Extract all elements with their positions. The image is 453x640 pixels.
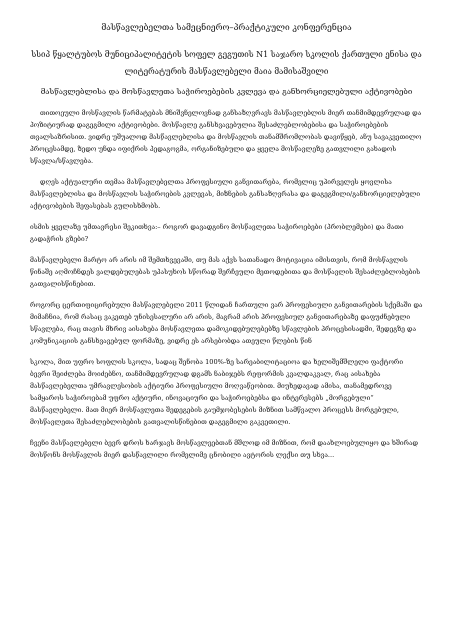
paragraph-4: როგორც ცერთიფიცირებული მასწავლებელი 2011 წლიდან ჩართული ვარ პროფესიული განვითარების სქემაში და მიმაჩნია, რომ რასაც ვაკეთებ უნისესალური არ არის, მაგრამ არის პროფესიულ განვითარებაზე დაფუძნებული სწავლება, რაც თავის მხრივ აისახება მოსწავლეთა დამოკიდებულებებზე სწავლების პროცესისადმი, შედეგზე და კომუნიკაციის განსხვავებულ ფორმაზე, ვიდრე ეს არსებობდა ათეული წლების წინ bbox=[30, 301, 423, 345]
paragraph-5: სკოლა, მით უფრო სოფლის სკოლა, სადაც შენობა 100%-ზე სარეაბილიტაციოა და ხელიშემშლელი ფაქტორი ბევრი შეიძლება მოიძებნო, თანმიმდევრულად დგამს ნაბიჯებს რეფორმის კვალდაკვალ, რაც აისახება მასწავლებელთა უმრავლესობის აქტიური პროფესიული მოღვაწეობით. მიუხედავად ამისა, თანამედროვე სამყაროს საჭიროებამ უფრო აქტიური, ინოვაციური და საჭიროებებსა და ინტერესებს „მორგებული“ მასწავლებელი. მათ მიერ მოსწავლეთა შედეგების გაუმჯობესების მიზნით სამწვალო პროცესს მორგებული, მოსწავლეთა შესაძლებლობების გათვალისწინებით დაგეგმილი გაკვეთილი. bbox=[30, 358, 404, 426]
author-line: სსიპ წყალტუბოს მუნიციპალიტეტის სოფელ გეგუთის N1 საჯარო სკოლის ქართული ენისა და ლიტერატურის მასწავლებელი მაია მამისაშვილი bbox=[31, 50, 422, 76]
paragraph-6: ჩვენი მასწავლებელი ბევრ დროს ხარჯავს მოსწავლეებთან მშლოდ იმ მიზნით, რომ დაახლოებულიყო და ხშირად მოსწონს მოსწავლის მიერ დასწავლილი რომელიმე ცნობილი ავტორის ლექსი თუ სხვა... bbox=[30, 439, 419, 459]
conference-title: მასწავლებელთა სამეცნიერო–პრაქტიკული კონფერენცია bbox=[101, 22, 352, 32]
paragraph-2: დღეს აქტუალური თემაა მასწავლებელთა პროფესიული განვითარება, რომელიც უპირველეს ყოვლისა მასწავლებლისა და მოსწავლის საჭიროების კვლევას, მიზნების განსაზღვრასა და დაგეგმილი/განხორციელებული აქტივობების შეფასებას გულისხმობს. bbox=[30, 178, 421, 210]
paragraph-1: თითოეული მოსწავლის წარმატებას მნიშვნელოვნად განსაზღვრავს მასწავლებლის მიერ თანმიმდევრულად და პოზიტიურად დაგეგმილი აქტივობები. მოსწავლე განსხვავებულია შესაძლებლობებისა და საჭიროებების თვალსაზრისით. ვიდრე უშუალოდ მასწავლებლისა და მოსწავლის თანამშრომლობას დავიწყებ, ანუ სავაკვეთილო პროცესამდე, ზედო უნდა იფიქრის პედაგოგმა, ორგანიზებული და ყველა მოსწავლეზე გათვლილი გახადოს სწავლა/სწავლება. bbox=[30, 109, 422, 165]
document-topic: მასწავლებლისა და მოსწავლეთა საჭიროებების კვლევა და განხორციელებული აქტივობები bbox=[40, 87, 413, 96]
key-question: ისმის ყველაზე უმთავრესი შეკითხვა:– როგორ დავადგინო მოსწავლეთა საჭიროებები (პრობლემები) და მათი გადაჭრის გზები? bbox=[30, 223, 404, 243]
paragraph-3: მასწავლებელი მარტო არ არის იმ შემთხვევაში, თუ მას აქვს სათანადო მოტივაცია იმისთვის, რომ მოსწავლის წინაშე აღმოჩნდეს ვალდებულებას უპასუხოს სწორად შერჩეული მეთოდებითა და მოსწავლის შესაძლებლობების გათვალისწინებით. bbox=[30, 256, 421, 288]
